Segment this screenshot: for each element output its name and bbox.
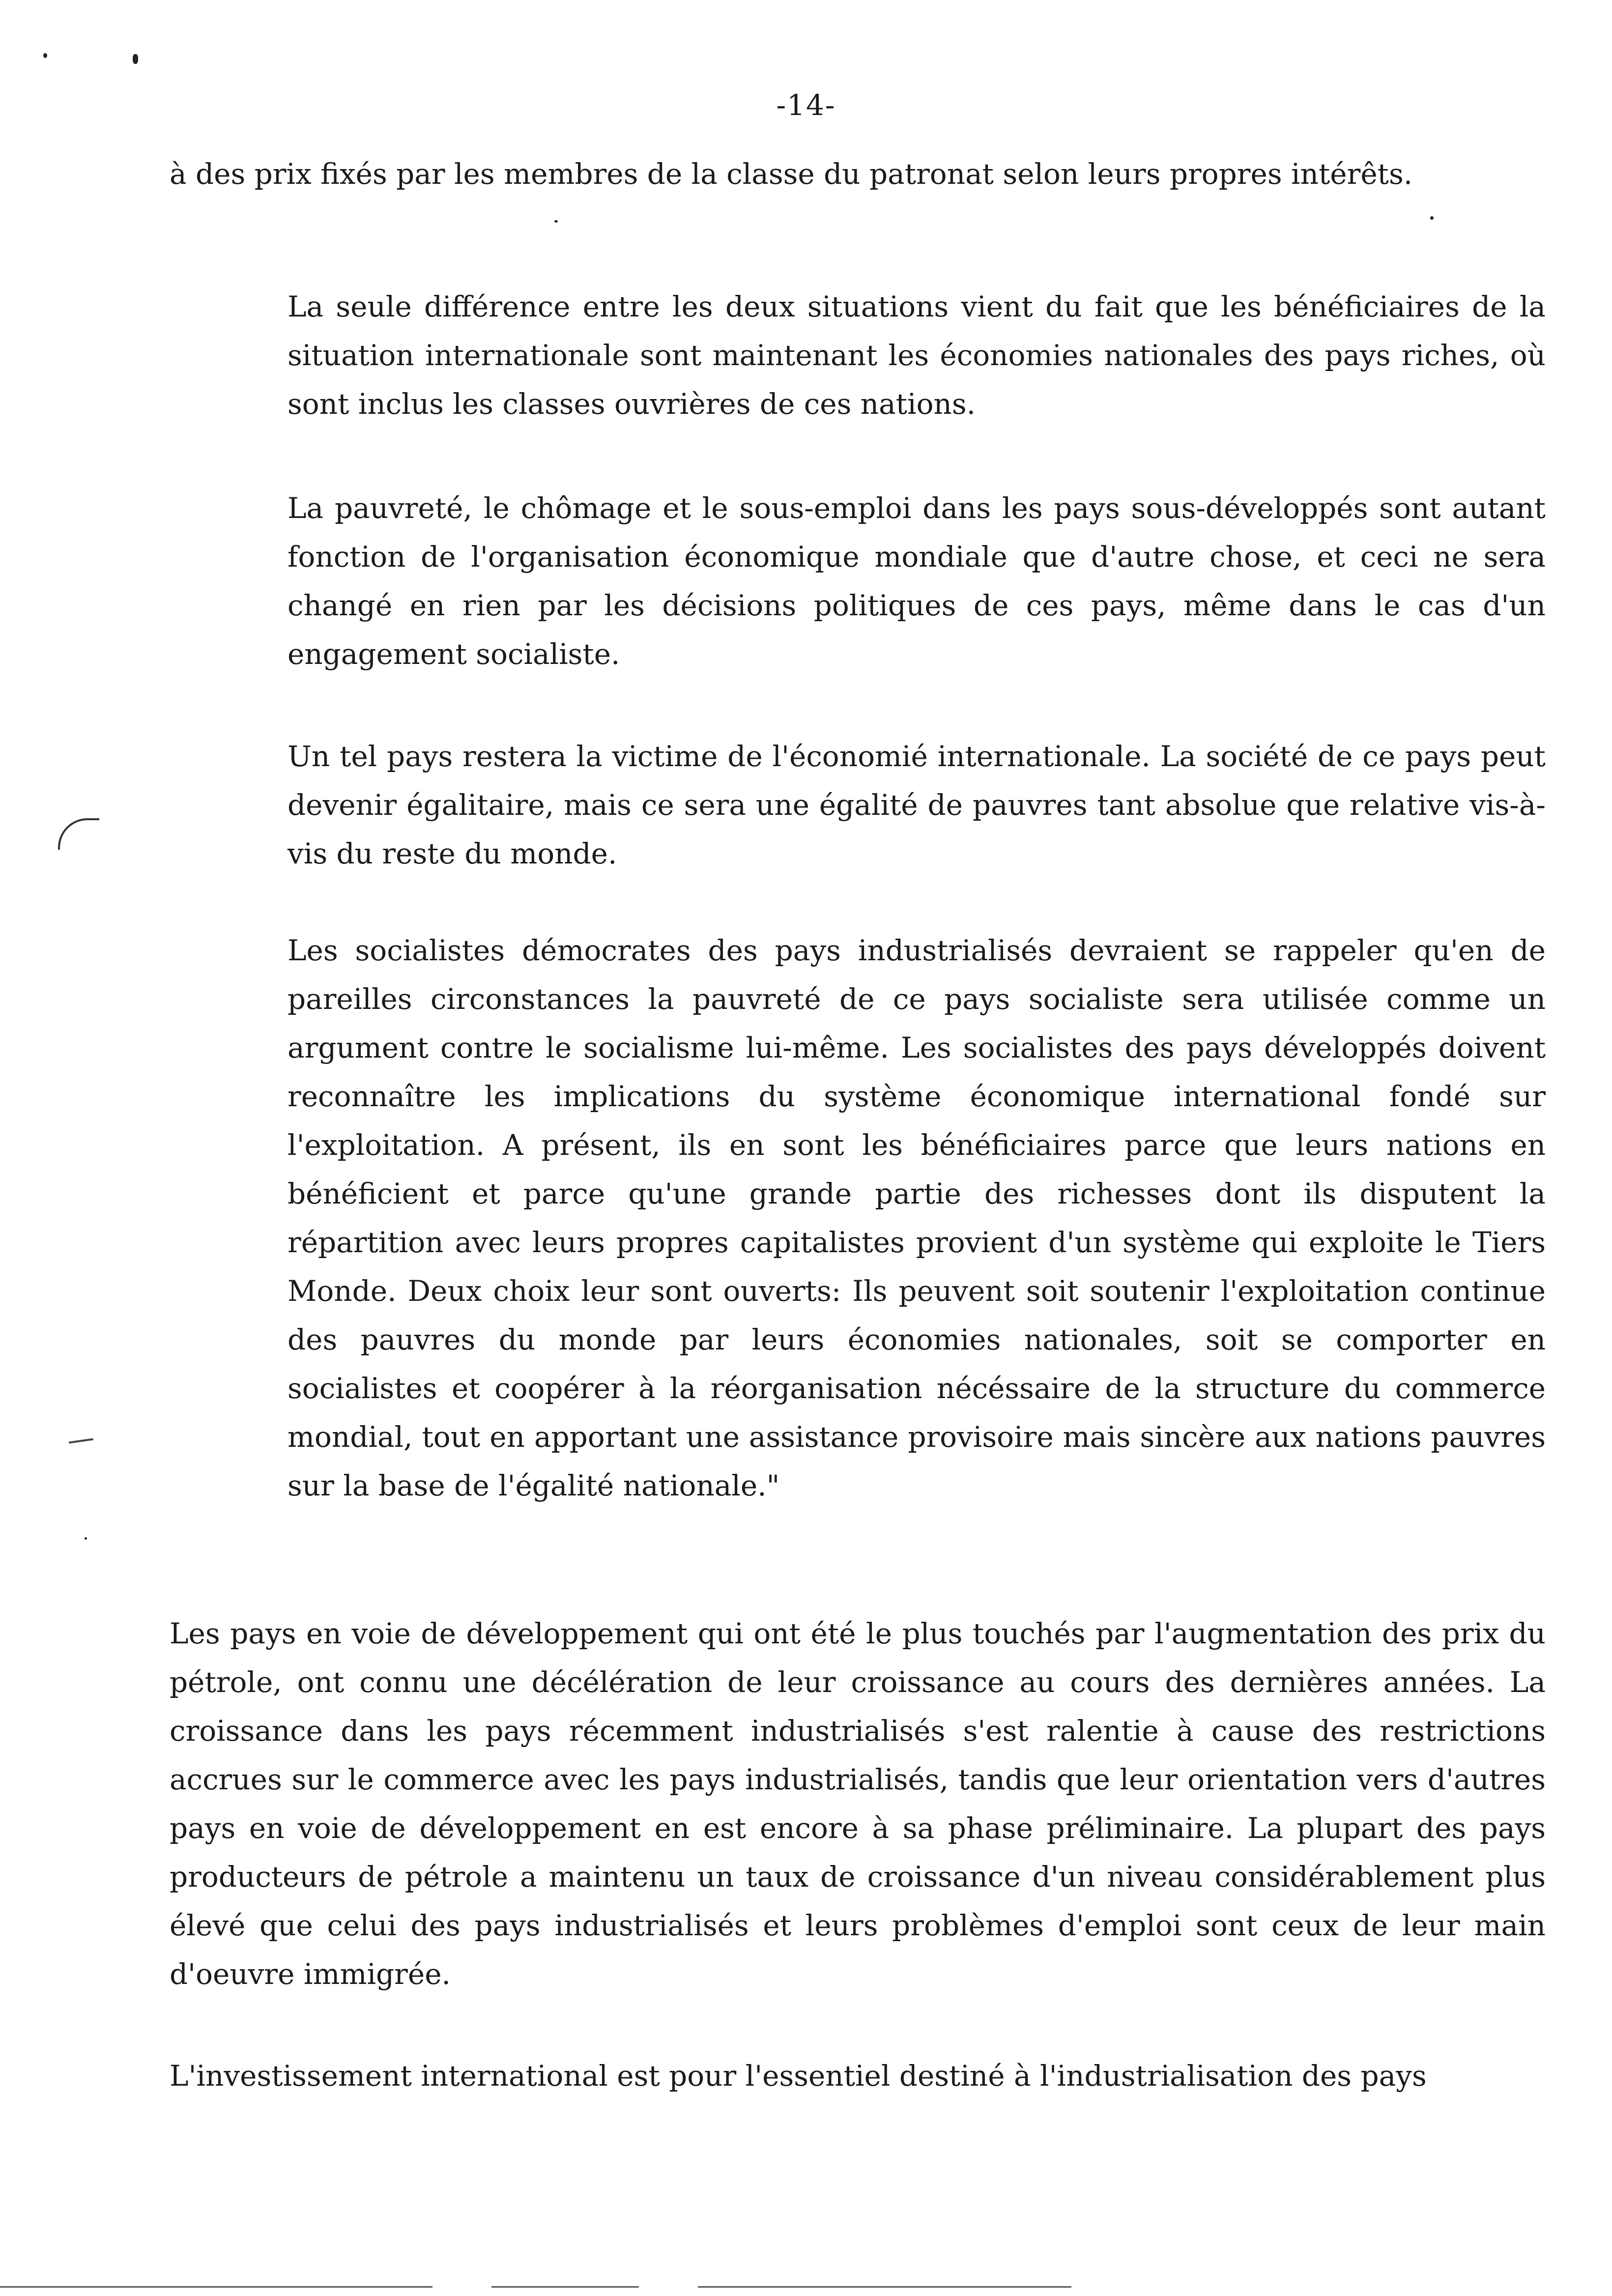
scan-dot (1430, 216, 1434, 220)
scan-rule (698, 2286, 1071, 2288)
page-number: -14- (776, 88, 836, 122)
quote-paragraph-3: Un tel pays restera la victime de l'économié internationale. La société de ce pays peut devenir égalitaire, mais ce sera une égalité de pauvres tant absolue que relative vis-à-vis du reste du monde. (288, 740, 1546, 870)
scan-dot (133, 54, 138, 64)
scan-rule (491, 2286, 639, 2288)
quote-paragraph-4: Les socialistes démocrates des pays industrialisés devraient se rappeler qu'en de pareilles circonstances la pauvreté de ce pays socialiste sera utilisée comme un argument contre le socialisme lui-même. Les socialistes des pays développés doivent reconnaître les implications du système économique international fondé sur l'exploitation. A présent, ils en sont les bénéficiaires parce que leurs nations en bénéficient et parce qu'une grande partie des richesses dont ils disputent la répartition avec leurs propres capitalistes provient d'un système qui exploite le Tiers Monde. Deux choix leur sont ouverts: Ils peuvent soit soutenir l'exploitation continue des pauvres du monde par leurs économies nationales, soit se comporter en socialistes et coopérer à la réorganisation nécéssaire de la structure du commerce mondial, tout en apportant une assistance provisoire mais sincère aux nations pauvres sur la base de l'égalité nationale." (288, 934, 1546, 1502)
scan-dot (85, 1537, 87, 1540)
body-paragraph-2: L'investissement international est pour l'essentiel destiné à l'industrialisation des pays (170, 2059, 1427, 2093)
quote-paragraph-2: La pauvreté, le chômage et le sous-emploi dans les pays sous-développés sont autant fonction de l'organisation économique mondiale que d'autre chose, et ceci ne sera changé en rien par les décisions politiques de ces pays, même dans le cas d'un engagement socialiste. (288, 491, 1546, 671)
scan-rule (0, 2286, 432, 2288)
quote-paragraph-1: La seule différence entre les deux situations vient du fait que les bénéficiaires de la situation internationale sont maintenant les économies nationales des pays riches, où sont inclus les classes ouvrières de ces nations. (288, 290, 1546, 421)
scan-dot (43, 53, 47, 58)
scan-mark (58, 818, 99, 850)
intro-paragraph: à des prix fixés par les membres de la classe du patronat selon leurs propres intérêts. (170, 157, 1413, 191)
scan-dot (554, 220, 558, 223)
scan-mark (69, 1438, 93, 1444)
body-paragraph-1: Les pays en voie de développement qui ont été le plus touchés par l'augmentation des prix du pétrole, ont connu une décélération de leur croissance au cours des dernières années. La croissance dans les pays récemment industrialisés s'est ralentie à cause des restrictions accrues sur le commerce avec les pays industrialisés, tandis que leur orientation vers d'autres pays en voie de développement en est encore à sa phase préliminaire. La plupart des pays producteurs de pétrole a maintenu un taux de croissance d'un niveau considérablement plus élevé que celui des pays industrialisés et leurs problèmes d'emploi sont ceux de leur main d'oeuvre immigrée. (170, 1617, 1546, 1991)
